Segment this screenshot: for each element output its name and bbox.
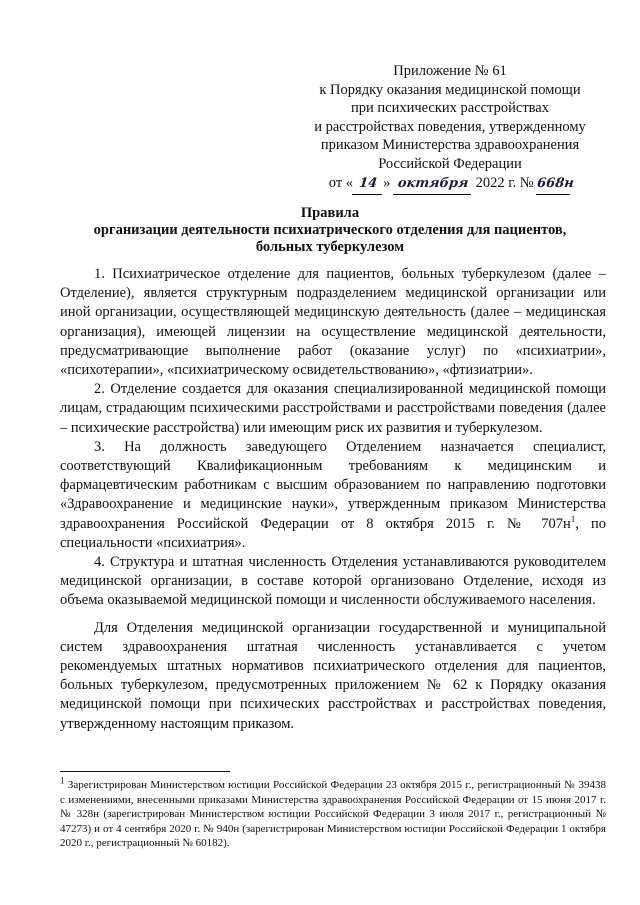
appendix-line: к Порядку оказания медицинской помощи	[319, 81, 581, 98]
handwritten-order-number: 668н	[536, 175, 572, 195]
footnote-reference: 1	[570, 513, 576, 524]
paragraph-4: 4. Структура и штатная численность Отделения устанавливаются руководителем медицинской организации, в составе которой организовано Отделение, исходя из объема оказываемой медицинской помощи и численности обслуживаемого населения.	[60, 554, 606, 609]
paragraph-5: Для Отделения медицинской организации государственной и муниципальной систем здравоохранения штатная численность устанавливается с учетом рекомендуемых штатных нормативов психиатрического отделения для пациентов, больных туберкулезом, предусмотренных приложением № 62 к Порядку оказания медицинской помощи при психических расстройствах и расстройствах поведения, утвержденному настоящим приказом.	[60, 619, 606, 732]
footnote	[60, 775, 606, 851]
paragraph-3-text: 3. На должность заведующего Отделением назначается специалист, соответствующий Квалификационным требованиям к медицинским и фармацевтическим работникам с высшим образованием по направлению подготовки «Здравоохранение и медицинские науки», утвержденным приказом Министерства здравоохранения Российской Федерации от 8 октября 2015 г. № 707н	[60, 438, 606, 532]
appendix-header	[300, 62, 600, 195]
handwritten-month: октября	[393, 175, 473, 195]
footnote-text: Зарегистрирован Министерством юстиции Российской Федерации 23 октября 2015 г., регистрационный № 39438 с изменениями, внесенными приказами Министерства здравоохранения Российской Федерации от 15 июня 2017 г. № 328н (зарегистрирован Министерством юстиции Российской Федерации 3 июля 2017 г., регистрационный № 47273) и от 4 сентября 2020 г. № 940н (зарегистрирован Министерством юстиции Российской Федерации 1 октября 2020 г., регистрационный № 60182).	[60, 779, 606, 850]
footnote-divider	[60, 771, 230, 772]
appendix-line: приказом Министерства здравоохранения	[320, 137, 580, 153]
date-prefix: от «	[328, 175, 354, 191]
appendix-line: при психических расстройствах	[350, 100, 549, 116]
appendix-line: Приложение № 61	[393, 63, 507, 79]
title-line: организации деятельности психиатрического отделения для пациентов,	[93, 222, 567, 238]
paragraph-2: 2. Отделение создается для оказания специализированной медицинской помощи лицам, страдающим психическими расстройствами и расстройствами поведения (далее – психические расстройства) или имеющим риск их развития и туберкулезом.	[60, 381, 606, 436]
handwritten-day: 14	[352, 175, 384, 195]
appendix-line: Российской Федерации	[378, 155, 522, 172]
title-line: Правила	[300, 205, 360, 221]
date-year: 2022 г. №	[475, 175, 534, 191]
date-mid: »	[383, 175, 391, 191]
paragraph-3-tail: , по специальности «психиатрия».	[60, 515, 606, 551]
order-date-line	[300, 174, 600, 195]
paragraph-1: 1. Психиатрическое отделение для пациентов, больных туберкулезом (далее – Отделение), является структурным подразделением медицинской организации или иной организации, осуществляющей медицинскую деятельность (далее – медицинская организация), имеющей лицензии на осуществление медицинской деятельности, предусматривающие выполнение работ (оказание услуг) по «психиатрии», «психотерапии», «психиатрическому освидетельствованию», «фтизиатрии».	[60, 266, 606, 379]
document-body	[60, 265, 606, 734]
title-line: больных туберкулезом	[255, 239, 405, 255]
paragraph-3	[60, 438, 606, 553]
footnote-marker: 1	[60, 775, 65, 786]
document-title	[60, 205, 600, 256]
appendix-line: и расстройствах поведения, утвержденному	[314, 118, 586, 135]
